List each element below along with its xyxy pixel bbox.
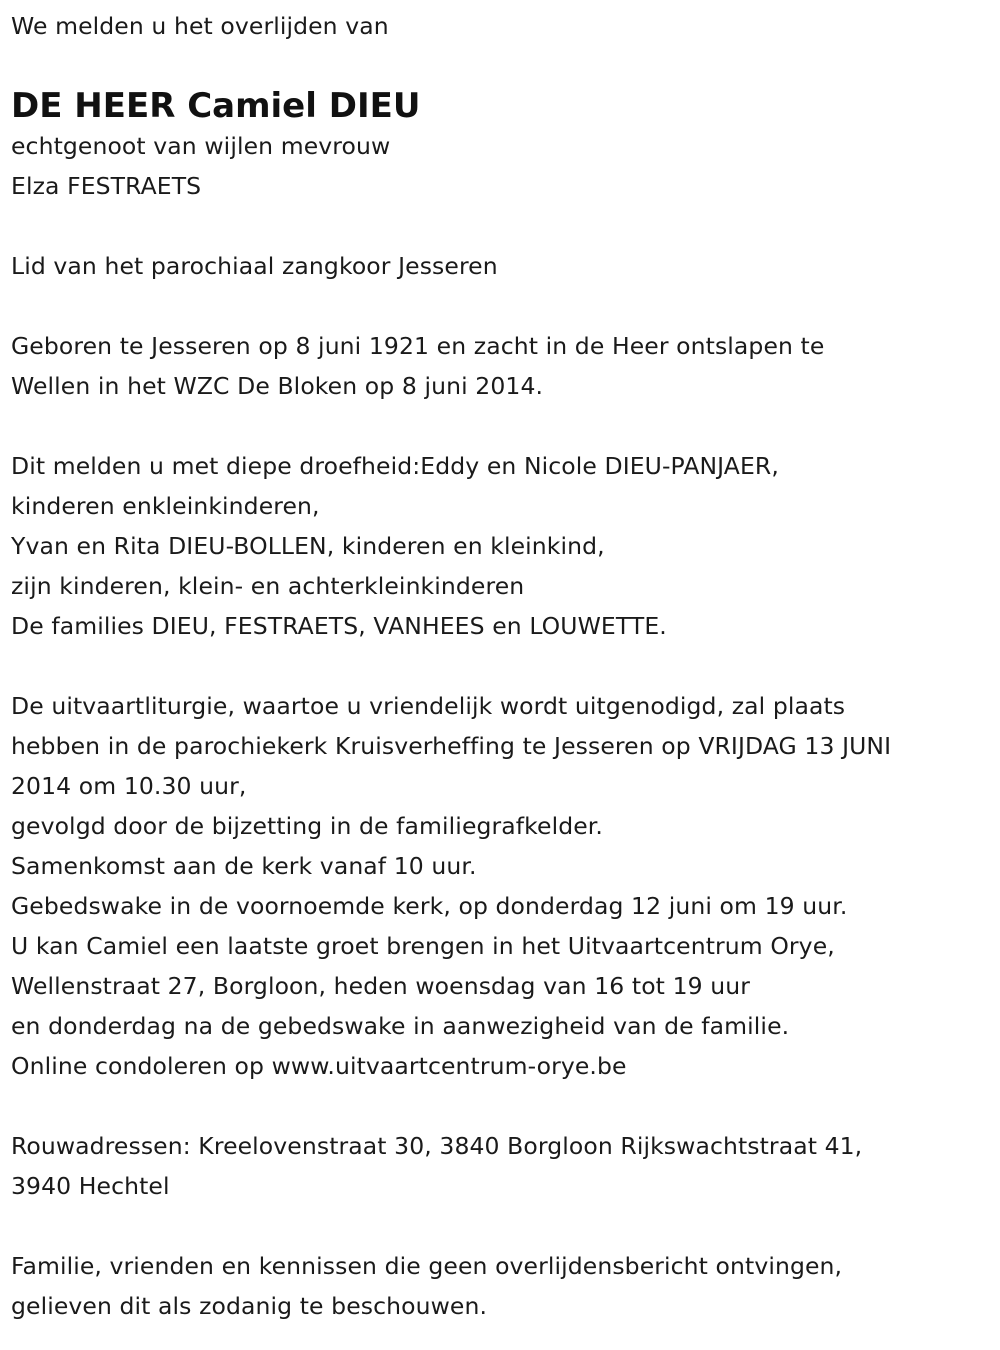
- membership-line: Lid van het parochiaal zangkoor Jesseren: [11, 252, 498, 280]
- closing-line: gelieven dit als zodanig te beschouwen.: [11, 1292, 488, 1320]
- intro-text: We melden u het overlijden van: [11, 12, 389, 40]
- funeral-line: hebben in de parochiekerk Kruisverheffing te Jesseren op VRIJDAG 13 JUNI: [11, 732, 892, 760]
- funeral-line: U kan Camiel een laatste groet brengen in het Uitvaartcentrum Orye,: [11, 932, 835, 960]
- address-line: Rouwadressen: Kreelovenstraat 30, 3840 Borgloon Rijkswachtstraat 41,: [11, 1132, 863, 1160]
- funeral-line: Samenkomst aan de kerk vanaf 10 uur.: [11, 852, 477, 880]
- addresses-section: [11, 1126, 996, 1206]
- birth-death-line: Geboren te Jesseren op 8 juni 1921 en zacht in de Heer ontslapen te: [11, 332, 825, 360]
- closing-section: [11, 1246, 996, 1326]
- family-line: zijn kinderen, klein- en achterkleinkinderen: [11, 572, 525, 600]
- condolence-link: Online condoleren op www.uitvaartcentrum-orye.be: [11, 1052, 627, 1080]
- funeral-section: [11, 686, 996, 1086]
- funeral-line: Wellenstraat 27, Borgloon, heden woensdag van 16 tot 19 uur: [11, 972, 750, 1000]
- funeral-line: 2014 om 10.30 uur,: [11, 772, 247, 800]
- funeral-line: De uitvaartliturgie, waartoe u vriendelijk wordt uitgenodigd, zal plaats: [11, 692, 846, 720]
- obituary-notice: [11, 6, 996, 1326]
- spouse-section: [11, 126, 996, 206]
- funeral-line: Gebedswake in de voornoemde kerk, op donderdag 12 juni om 19 uur.: [11, 892, 848, 920]
- address-line: 3940 Hechtel: [11, 1172, 170, 1200]
- family-line: Dit melden u met diepe droefheid:Eddy en Nicole DIEU-PANJAER,: [11, 452, 779, 480]
- membership-section: [11, 246, 996, 286]
- family-line: De families DIEU, FESTRAETS, VANHEES en LOUWETTE.: [11, 612, 667, 640]
- funeral-line: gevolgd door de bijzetting in de familiegrafkelder.: [11, 812, 603, 840]
- family-line: Yvan en Rita DIEU-BOLLEN, kinderen en kleinkind,: [11, 532, 605, 560]
- birth-death-line: Wellen in het WZC De Bloken op 8 juni 2014.: [11, 372, 544, 400]
- birth-death-section: [11, 326, 996, 406]
- family-line: kinderen enkleinkinderen,: [11, 492, 320, 520]
- family-section: [11, 446, 996, 646]
- funeral-line: en donderdag na de gebedswake in aanwezigheid van de familie.: [11, 1012, 790, 1040]
- closing-line: Familie, vrienden en kennissen die geen overlijdensbericht ontvingen,: [11, 1252, 843, 1280]
- spouse-line: Elza FESTRAETS: [11, 172, 202, 200]
- deceased-name: DE HEER Camiel DIEU: [11, 86, 421, 126]
- spouse-line: echtgenoot van wijlen mevrouw: [11, 132, 391, 160]
